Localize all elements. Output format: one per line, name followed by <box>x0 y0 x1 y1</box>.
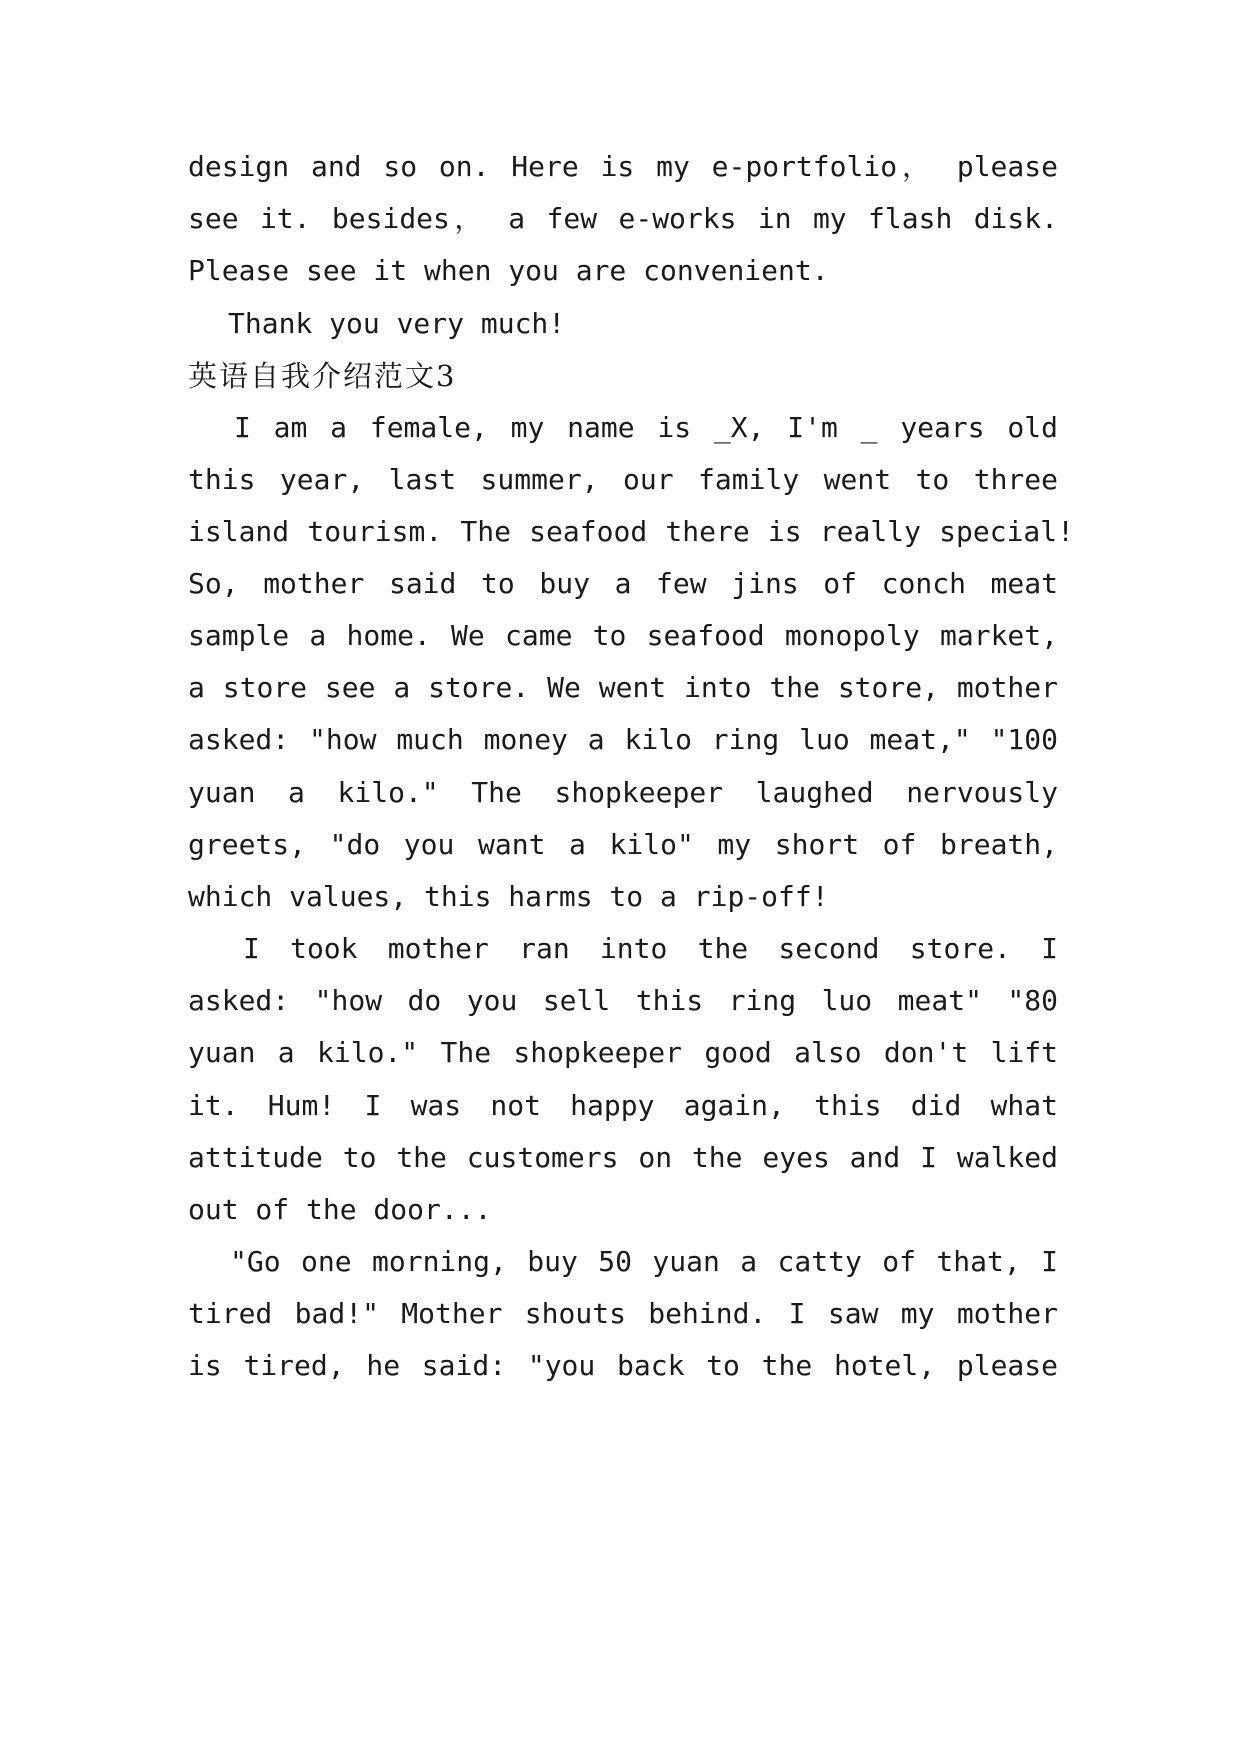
paragraph-line: which values, this harms to a rip-off! <box>188 880 829 913</box>
paragraph-line: asked: "how do you sell this ring luo meat" "80 <box>188 984 1058 1017</box>
text-line: Please see it when you are convenient. <box>188 254 829 287</box>
paragraph-line: out of the door... <box>188 1193 492 1226</box>
paragraph-line: I took mother ran into the second store. I <box>243 932 1058 965</box>
text-line: see it. besides， a few e-works in my flash disk. <box>188 202 1058 235</box>
paragraph-line: "Go one morning, buy 50 yuan a catty of that, I <box>230 1245 1058 1278</box>
paragraph-line: this year, last summer, our family went to three <box>188 463 1058 496</box>
paragraph-line: a store see a store. We went into the store, mother <box>188 671 1058 704</box>
paragraph-line: yuan a kilo." The shopkeeper good also don't lift <box>188 1036 1058 1069</box>
text-line: design and so on. Here is my e-portfolio， please <box>188 150 1058 183</box>
paragraph-line: sample a home. We came to seafood monopoly market, <box>188 619 1058 652</box>
section-heading: 英语自我介绍范文3 <box>188 359 457 393</box>
closing-line: Thank you very much! <box>228 307 566 340</box>
paragraph-line: greets, "do you want a kilo" my short of breath, <box>188 828 1058 861</box>
paragraph-line: attitude to the customers on the eyes and I walked <box>188 1141 1058 1174</box>
paragraph-line: island tourism. The seafood there is really special! <box>188 515 1074 548</box>
paragraph-line: it. Hum! I was not happy again, this did what <box>188 1089 1058 1122</box>
paragraph-line: is tired, he said: "you back to the hotel, please <box>188 1349 1058 1382</box>
paragraph-line: So, mother said to buy a few jins of conch meat <box>188 567 1058 600</box>
paragraph-line: I am a female, my name is _X, I'm _ years old <box>234 411 1058 444</box>
paragraph-line: asked: "how much money a kilo ring luo meat," "100 <box>188 723 1058 756</box>
paragraph-line: tired bad!" Mother shouts behind. I saw my mother <box>188 1297 1058 1330</box>
paragraph-line: yuan a kilo." The shopkeeper laughed nervously <box>188 776 1058 809</box>
